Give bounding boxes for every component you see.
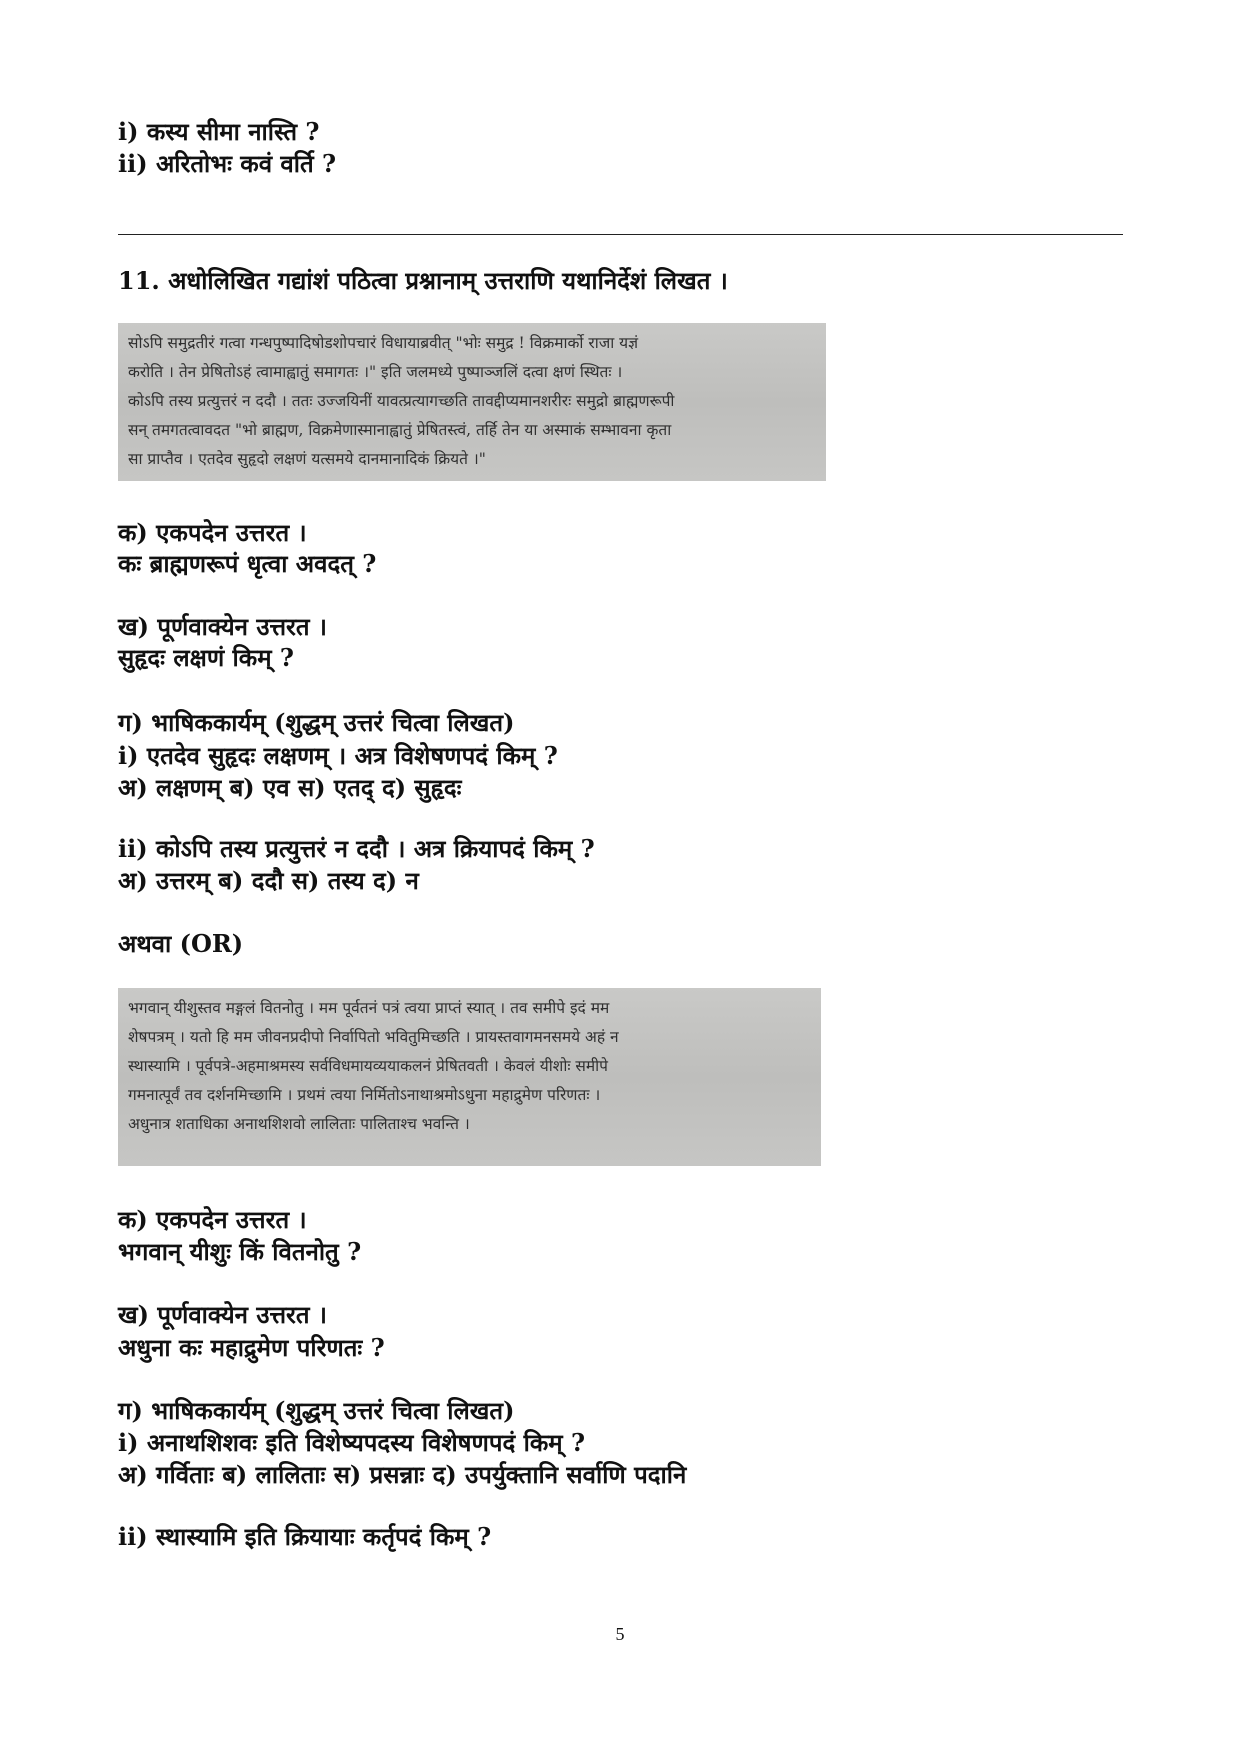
set1-ga-i-options: अ) लक्षणम् ब) एव स) एतद् द) सुहृदः xyxy=(118,773,462,802)
question-top-i: i) कस्य सीमा नास्ति ? xyxy=(118,117,320,146)
question-11-heading: 11. अधोलिखित गद्यांशं पठित्वा प्रश्नानाम् उत्तराणि यथानिर्देशं लिखत । xyxy=(118,266,728,295)
passage-1-line: सा प्राप्तैव । एतदेव सुहृदो लक्षणं यत्समये दानमानादिकं क्रियते ।" xyxy=(128,450,486,468)
passage-1-line: कोऽपि तस्य प्रत्युत्तरं न ददौ । ततः उज्जयिनीं यावत्प्रत्यागच्छति तावद्दीप्यमानशरीरः समुद्रो ब्राह्मणरूपी xyxy=(128,392,675,410)
set2-ga-title: ग) भाषिककार्यम् (शुद्धम् उत्तरं चित्वा लिखत) xyxy=(118,1396,515,1425)
passage-1-line: सोऽपि समुद्रतीरं गत्वा गन्धपुष्पादिषोडशोपचारं विधायाब्रवीत् "भोः समुद्र ! विक्रमार्को राजा यज्ञं xyxy=(128,334,639,352)
set2-ga-i-options: अ) गर्विताः ब) लालिताः स) प्रसन्नाः द) उपर्युक्तानि सर्वाणि पदानि xyxy=(118,1460,687,1489)
passage-2-line: स्थास्यामि । पूर्वपत्रे-अहमाश्रमस्य सर्वविधमायव्ययाकलनं प्रेषितवती । केवलं यीशोः समीपे xyxy=(128,1057,608,1075)
set1-kha-question: सुहृदः लक्षणं किम् ? xyxy=(118,643,294,672)
set1-ga-i-question: i) एतदेव सुहृदः लक्षणम् । अत्र विशेषणपदं किम् ? xyxy=(118,741,558,770)
section-divider xyxy=(118,234,1123,235)
set1-ka-question: कः ब्राह्मणरूपं धृत्वा अवदत् ? xyxy=(118,549,377,578)
passage-2-image xyxy=(118,988,821,1166)
question-top-ii: ii) अरितोभः कवं वर्ति ? xyxy=(118,149,337,178)
passage-1-line: सन् तमगतत्वावदत "भो ब्राह्मण, विक्रमेणास्मानाह्वातुं प्रेषितस्त्वं, तर्हि तेन या अस्माकं सम्भावना कृता xyxy=(128,421,672,439)
set2-ka-question: भगवान् यीशुः किं वितनोतु ? xyxy=(118,1237,362,1266)
set2-kha-question: अधुना कः महाद्रुमेण परिणतः ? xyxy=(118,1333,385,1362)
set2-kha-title: ख) पूर्णवाक्येन उत्तरत । xyxy=(118,1300,328,1329)
set1-ka-title: क) एकपदेन उत्तरत । xyxy=(118,518,307,547)
set1-kha-title: ख) पूर्णवाक्येन उत्तरत । xyxy=(118,612,328,641)
set2-ga-i-question: i) अनाथशिशवः इति विशेष्यपदस्य विशेषणपदं किम् ? xyxy=(118,1428,586,1457)
or-label: अथवा (OR) xyxy=(118,929,244,958)
passage-1-image xyxy=(118,323,826,481)
passage-2-line: गमनात्पूर्वं तव दर्शनमिच्छामि । प्रथमं त्वया निर्मितोऽनाथाश्रमोऽधुना महाद्रुमेण परिणतः । xyxy=(128,1086,601,1104)
page-number: 5 xyxy=(615,1624,625,1644)
set1-ga-ii-options: अ) उत्तरम् ब) ददौ स) तस्य द) न xyxy=(118,866,419,895)
set1-ga-title: ग) भाषिककार्यम् (शुद्धम् उत्तरं चित्वा लिखत) xyxy=(118,708,515,737)
set2-ka-title: क) एकपदेन उत्तरत । xyxy=(118,1205,307,1234)
passage-2-line: भगवान् यीशुस्तव मङ्गलं वितनोतु । मम पूर्वतनं पत्रं त्वया प्राप्तं स्यात् । तव समीपे इदं मम xyxy=(128,999,610,1017)
passage-2-line: शेषपत्रम् । यतो हि मम जीवनप्रदीपो निर्वापितो भवितुमिच्छति । प्रायस्तवागमनसमये अहं न xyxy=(128,1028,619,1046)
set2-ga-ii-question: ii) स्थास्यामि इति क्रियायाः कर्तृपदं किम् ? xyxy=(118,1522,492,1551)
passage-2-line: अधुनात्र शताधिका अनाथशिशवो लालिताः पालिताश्च भवन्ति । xyxy=(128,1115,470,1133)
passage-1-line: करोति । तेन प्रेषितोऽहं त्वामाह्वातुं समागतः ।" इति जलमध्ये पुष्पाञ्जलिं दत्वा क्षणं स्थितः । xyxy=(128,363,623,381)
set1-ga-ii-question: ii) कोऽपि तस्य प्रत्युत्तरं न ददौ । अत्र क्रियापदं किम् ? xyxy=(118,834,595,863)
